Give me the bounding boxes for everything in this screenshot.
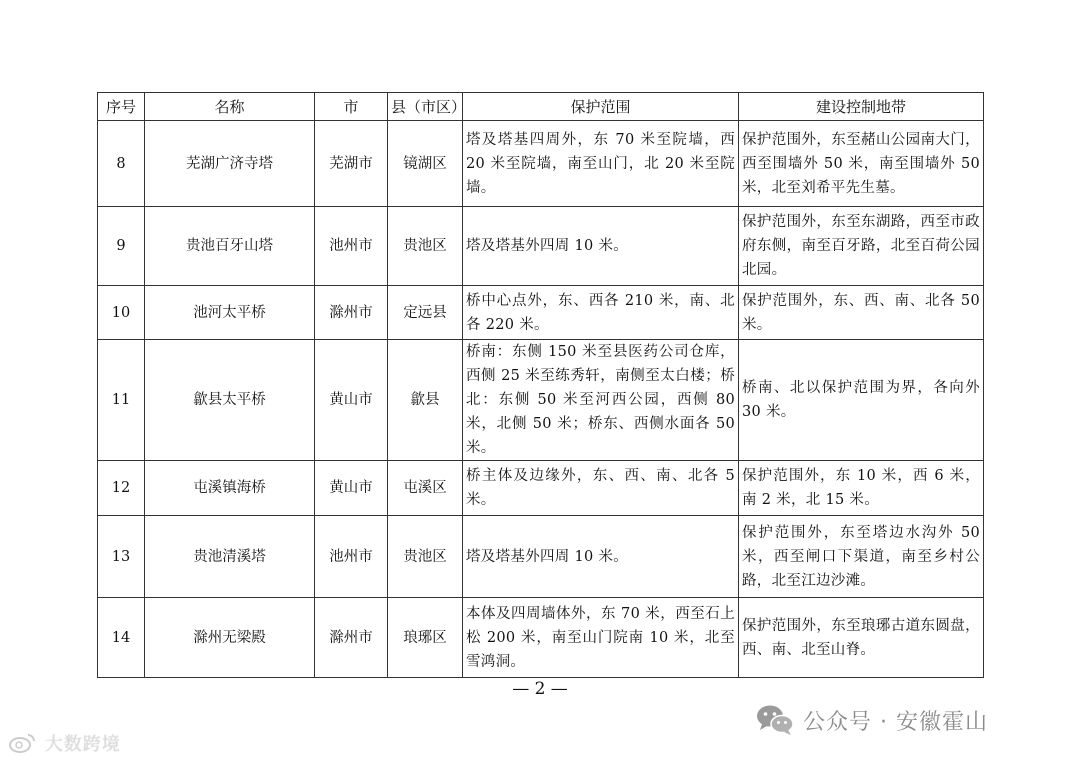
cell-control-zone: 保护范围外，东至东湖路，西至市政府东侧，南至百牙路，北至百荷公园北园。: [739, 207, 984, 286]
cell-control-zone: 保护范围外，东 10 米，西 6 米，南 2 米，北 15 米。: [739, 461, 984, 516]
cell-no: 11: [98, 340, 145, 461]
cell-no: 12: [98, 461, 145, 516]
cell-control-zone: 保护范围外，东、西、南、北各 50 米。: [739, 286, 984, 340]
wechat-icon: [755, 703, 795, 737]
cell-city: 池州市: [315, 516, 388, 598]
cell-name: 屯溪镇海桥: [145, 461, 315, 516]
cell-control-zone: 保护范围外，东至赭山公园南大门，西至围墙外 50 米，南至围墙外 50 米，北至刘希平先生墓。: [739, 121, 984, 207]
cell-protection-scope: 塔及塔基四周外，东 70 米至院墙，西 20 米至院墙，南至山门，北 20 米至院墙。: [463, 121, 739, 207]
header-control-zone: 建设控制地带: [739, 93, 984, 121]
cell-city: 芜湖市: [315, 121, 388, 207]
cell-protection-scope: 桥南：东侧 150 米至县医药公司仓库，西侧 25 米至练秀轩，南侧至太白楼；桥北：东侧 50 米至河西公园，西侧 80 米，北侧 50 米；桥东、西侧水面各 50 米。: [463, 340, 739, 461]
cell-city: 滁州市: [315, 598, 388, 678]
cell-protection-scope: 桥中心点外，东、西各 210 米，南、北各 220 米。: [463, 286, 739, 340]
table-row: [98, 598, 984, 678]
protection-table: [97, 92, 984, 678]
cell-no: 9: [98, 207, 145, 286]
cell-name: 滁州无梁殿: [145, 598, 315, 678]
cell-city: 滁州市: [315, 286, 388, 340]
cell-city: 黄山市: [315, 340, 388, 461]
header-protection-scope: 保护范围: [463, 93, 739, 121]
watermark-left: [8, 730, 121, 756]
cell-name: 芜湖广济寺塔: [145, 121, 315, 207]
cell-control-zone: 保护范围外，东至琅琊古道东圆盘，西、南、北至山脊。: [739, 598, 984, 678]
table-header-row: [98, 93, 984, 121]
cell-protection-scope: 塔及塔基外四周 10 米。: [463, 516, 739, 598]
cell-city: 黄山市: [315, 461, 388, 516]
table-row: [98, 516, 984, 598]
watermark-right-text: 公众号 · 安徽霍山: [803, 709, 988, 735]
cell-county: 屯溪区: [388, 461, 463, 516]
cell-name: 贵池清溪塔: [145, 516, 315, 598]
cell-protection-scope: 塔及塔基外四周 10 米。: [463, 207, 739, 286]
cell-no: 8: [98, 121, 145, 207]
cell-county: 贵池区: [388, 516, 463, 598]
cell-county: 镜湖区: [388, 121, 463, 207]
watermark-right: [755, 703, 988, 737]
cell-name: 贵池百牙山塔: [145, 207, 315, 286]
header-county: 县（市区）: [388, 93, 463, 121]
table-row: [98, 286, 984, 340]
cell-name: 歙县太平桥: [145, 340, 315, 461]
sina-weibo-logo-icon: [8, 734, 45, 755]
table-row: [98, 461, 984, 516]
header-no: 序号: [98, 93, 145, 121]
cell-control-zone: 保护范围外，东至塔边水沟外 50 米，西至闸口下渠道，南至乡村公路，北至江边沙滩。: [739, 516, 984, 598]
cell-no: 14: [98, 598, 145, 678]
table-row: [98, 121, 984, 207]
cell-county: 定远县: [388, 286, 463, 340]
header-name: 名称: [145, 93, 315, 121]
cell-city: 池州市: [315, 207, 388, 286]
table-row: [98, 340, 984, 461]
cell-county: 贵池区: [388, 207, 463, 286]
table-row: [98, 207, 984, 286]
cell-name: 池河太平桥: [145, 286, 315, 340]
watermark-left-text: 大数跨境: [44, 734, 121, 755]
header-city: 市: [315, 93, 388, 121]
cell-county: 琅琊区: [388, 598, 463, 678]
cell-county: 歙县: [388, 340, 463, 461]
page-number: — 2 —: [512, 679, 568, 699]
cell-protection-scope: 本体及四周墙体外，东 70 米，西至石上松 200 米，南至山门院南 10 米，北至雪鸿洞。: [463, 598, 739, 678]
cell-control-zone: 桥南、北以保护范围为界，各向外 30 米。: [739, 340, 984, 461]
cell-no: 13: [98, 516, 145, 598]
cell-no: 10: [98, 286, 145, 340]
cell-protection-scope: 桥主体及边缘外，东、西、南、北各 5 米。: [463, 461, 739, 516]
